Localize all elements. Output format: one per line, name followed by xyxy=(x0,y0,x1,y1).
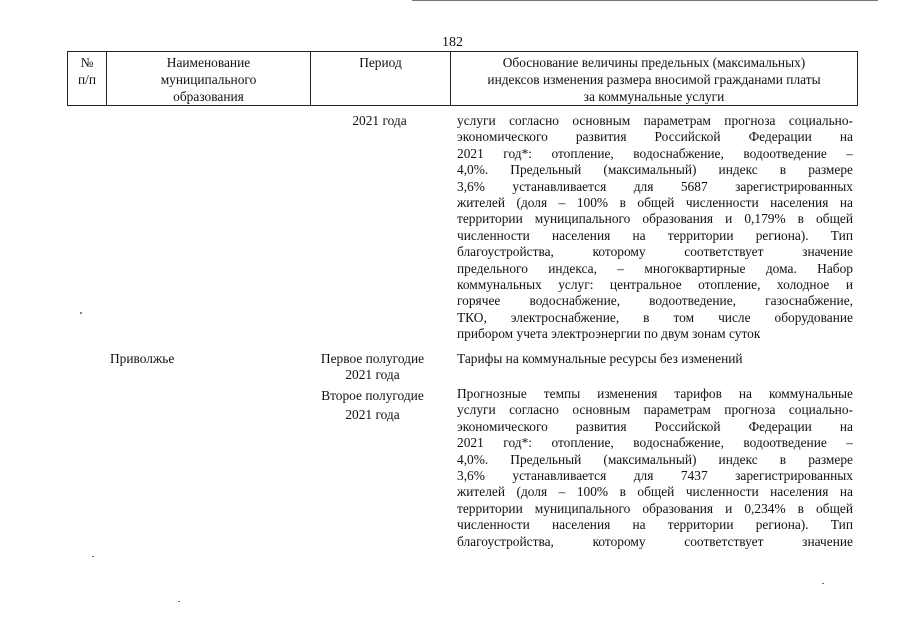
basis-line: Прогнозные темпы изменения тарифов на коммунальные xyxy=(457,386,853,401)
scan-speck xyxy=(92,556,94,557)
basis-line: благоустройства, которому соответствует значение xyxy=(457,244,853,260)
basis-line: 4,0%. Предельный (максимальный) индекс в размере xyxy=(457,451,853,467)
basis-line: Тарифы на коммунальные ресурсы без изменений xyxy=(457,351,743,366)
basis-cell-second-half xyxy=(457,386,853,550)
basis-line: 2021 год*: отопление, водоснабжение, водоотведение – xyxy=(457,435,853,451)
municipality-name: Приволжье xyxy=(110,351,175,366)
header-name-line: муниципального xyxy=(160,72,257,87)
header-basis-line: индексов изменения размера вносимой гражданами платы xyxy=(487,72,821,87)
basis-line: прибором учета электроэнергии по двум зонам суток xyxy=(457,326,761,342)
basis-line: жителей (доля – 100% в общей численности населения на xyxy=(457,194,853,210)
period-text: 2021 года xyxy=(345,367,400,383)
basis-line: экономического развития Российской Федерации на xyxy=(457,418,853,434)
header-basis-line: Обоснование величины предельных (максимальных) xyxy=(502,55,806,70)
period-cell-first-half xyxy=(303,351,442,384)
period-text: 2021 года xyxy=(352,113,407,128)
basis-line: коммунальных услуг: центральное отопление, холодное и xyxy=(457,276,853,292)
basis-line: территории муниципального образования и 0,179% в общей xyxy=(457,211,853,227)
basis-line: 4,0%. Предельный (максимальный) индекс в размере xyxy=(457,162,853,178)
header-name-line: образования xyxy=(173,89,244,104)
basis-line: 3,6% устанавливается для 5687 зарегистрированных xyxy=(457,178,853,194)
header-basis-line: за коммунальные услуги xyxy=(583,89,725,104)
basis-line: благоустройства, которому соответствует значение xyxy=(457,533,853,549)
header-name-line: Наименование xyxy=(166,55,251,70)
basis-line: 2021 год*: отопление, водоснабжение, водоотведение – xyxy=(457,145,853,161)
basis-line: услуги согласно основным параметрам прогноза социально- xyxy=(457,402,853,418)
period-text: Первое полугодие xyxy=(320,351,425,366)
basis-line: предельного индекса, – многоквартирные дома. Набор xyxy=(457,260,853,276)
period-text: Второе полугодие xyxy=(321,388,424,403)
basis-line: горячее водоснабжение, водоотведение, газоснабжение, xyxy=(457,293,853,309)
period-cell-second-half xyxy=(303,386,442,424)
header-number-cell xyxy=(68,52,106,105)
basis-line: 3,6% устанавливается для 7437 зарегистрированных xyxy=(457,467,853,483)
basis-line: услуги согласно основным параметрам прогноза социально- xyxy=(457,113,853,128)
header-name-cell xyxy=(107,52,310,105)
basis-cell-first-half xyxy=(457,351,853,367)
page-number: 182 xyxy=(442,35,463,50)
header-period-cell xyxy=(311,52,450,105)
table-header xyxy=(67,51,858,106)
basis-line: ТКО, электроснабжение, в том числе оборудование xyxy=(457,309,853,325)
scan-top-rule xyxy=(412,0,878,1)
header-basis-cell xyxy=(451,52,857,105)
basis-cell xyxy=(457,113,853,342)
header-number-symbol: № xyxy=(80,55,94,70)
header-number-abbr: п/п xyxy=(77,72,97,87)
basis-line: численности населения на территории региона). Тип xyxy=(457,227,853,243)
basis-line: численности населения на территории региона). Тип xyxy=(457,517,853,533)
scan-speck xyxy=(80,312,82,314)
basis-line: территории муниципального образования и 0,234% в общей xyxy=(457,500,853,516)
header-period-label: Период xyxy=(359,55,402,70)
period-cell xyxy=(310,113,449,129)
basis-line: жителей (доля – 100% в общей численности населения на xyxy=(457,484,853,500)
basis-line: экономического развития Российской Федерации на xyxy=(457,129,853,145)
scan-speck xyxy=(822,583,824,584)
period-text: 2021 года xyxy=(345,407,400,422)
scan-speck xyxy=(178,601,180,602)
